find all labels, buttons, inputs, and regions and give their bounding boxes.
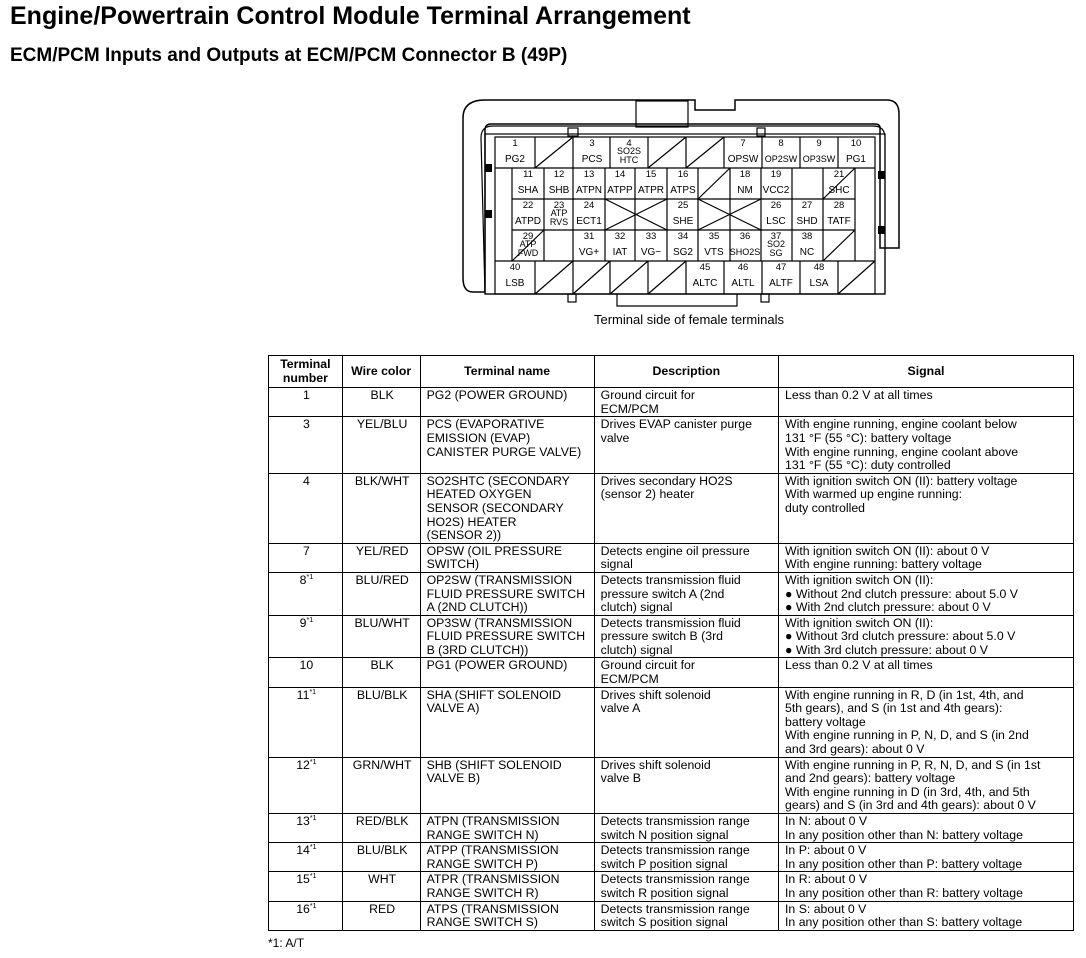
col-header-description: Description [594, 356, 778, 388]
connector-terminal-number: 4 [626, 138, 632, 149]
col-header-wire-color: Wire color [342, 356, 420, 388]
wire-color-cell: RED/BLK [342, 814, 420, 843]
connector-terminal-label: ALTL [731, 278, 755, 289]
signal-cell: With ignition switch ON (II): ● Without 3rd clutch pressure: about 5.0 V ● With 3rd clutch pressure: about 0 V [779, 615, 1074, 658]
table-header-row [269, 356, 1074, 388]
terminal-name-cell: SO2SHTC (SECONDARY HEATED OXYGEN SENSOR (SECONDARY HO2S) HEATER (SENSOR 2)) [420, 473, 594, 543]
connector-terminal-number: 48 [813, 262, 825, 273]
terminal-name-cell: PG1 (POWER GROUND) [420, 658, 594, 687]
connector-terminal-number: 34 [677, 231, 689, 242]
connector-terminal-label: NC [799, 247, 815, 258]
terminal-name-cell: PCS (EVAPORATIVE EMISSION (EVAP) CANISTER PURGE VALVE) [420, 417, 594, 473]
footnote-marker: *1 [306, 573, 314, 581]
terminal-name-cell: ATPN (TRANSMISSION RANGE SWITCH N) [420, 814, 594, 843]
connector-terminal-label: ATP FWD [517, 239, 539, 258]
terminal-number-cell: 10 [269, 658, 343, 687]
connector-terminal-number: 38 [801, 231, 813, 242]
connector-terminal-number: 27 [801, 200, 813, 211]
connector-terminal-label: ATPN [576, 185, 602, 196]
connector-terminal-label: SHO2S [729, 247, 761, 257]
connector-terminal-label: ATP RVS [549, 208, 569, 227]
table-row [269, 543, 1074, 572]
connector-terminal-label: NM [737, 185, 753, 196]
connector-terminal-number: 21 [833, 169, 845, 180]
connector-terminal-label: SHB [548, 185, 570, 196]
connector-terminal-number: 14 [614, 169, 626, 180]
connector-terminal-number: 45 [699, 262, 711, 273]
connector-terminal-label: ATPP [607, 185, 633, 196]
connector-terminal-number: 29 [522, 231, 534, 242]
connector-terminal-label: VTS [704, 247, 724, 258]
signal-cell: In P: about 0 V In any position other than P: battery voltage [779, 843, 1074, 872]
description-cell: Drives shift solenoid valve B [594, 757, 778, 813]
table-row [269, 757, 1074, 813]
wire-color-cell: WHT [342, 872, 420, 901]
wire-color-cell: YEL/BLU [342, 417, 420, 473]
page-subtitle: ECM/PCM Inputs and Outputs at ECM/PCM Connector B (49P) [10, 45, 568, 66]
connector-terminal-number: 28 [833, 200, 845, 211]
connector-terminal-number: 19 [770, 169, 782, 180]
terminal-name-cell: SHB (SHIFT SOLENOID VALVE B) [420, 757, 594, 813]
connector-terminal-number: 16 [677, 169, 689, 180]
connector-terminal-label: IAT [612, 247, 628, 258]
description-cell: Detects transmission range switch N position signal [594, 814, 778, 843]
terminal-name-cell: SHA (SHIFT SOLENOID VALVE A) [420, 687, 594, 757]
connector-terminal-number: 40 [509, 262, 521, 273]
connector-terminal-label: SHE [672, 216, 694, 227]
terminal-number-cell: 9$^{*1}$ [269, 615, 343, 658]
table-row [269, 687, 1074, 757]
connector-terminal-label: SO2 SG [766, 239, 786, 258]
terminal-table [268, 355, 1074, 931]
connector-terminal-label: SHA [517, 185, 539, 196]
signal-cell: With ignition switch ON (II): about 0 V With engine running: battery voltage [779, 543, 1074, 572]
footnote-marker: *1 [309, 902, 317, 910]
connector-terminal-number: 3 [589, 138, 595, 149]
terminal-number-cell: 3 [269, 417, 343, 473]
signal-cell: With engine running in P, R, N, D, and S (in 1st and 2nd gears): battery voltage With engine running in D (in 3rd, 4th, and 5th gears) and S (in 3rd and 4th gears): about 0 V [779, 757, 1074, 813]
signal-cell: With engine running, engine coolant below 131 °F (55 °C): battery voltage With engine running, engine coolant above 131 °F (55 °C): duty controlled [779, 417, 1074, 473]
terminal-number-cell: 8$^{*1}$ [269, 572, 343, 615]
signal-cell: With ignition switch ON (II): battery voltage With warmed up engine running: duty controlled [779, 473, 1074, 543]
footnote-marker: *1 [309, 873, 317, 881]
description-cell: Detects transmission range switch R position signal [594, 872, 778, 901]
signal-cell: In R: about 0 V In any position other than R: battery voltage [779, 872, 1074, 901]
footnote-marker: *1 [309, 844, 317, 852]
terminal-number-cell: 11$^{*1}$ [269, 687, 343, 757]
connector-terminal-number: 46 [737, 262, 749, 273]
connector-terminal-label: SG2 [672, 247, 694, 258]
connector-terminal-label: PG1 [845, 154, 867, 165]
connector-terminal-number: 32 [614, 231, 626, 242]
connector-terminal-label: SHD [796, 216, 818, 227]
table-row [269, 417, 1074, 473]
footnote-marker: *1 [309, 814, 317, 822]
table-row [269, 901, 1074, 930]
table-row [269, 615, 1074, 658]
terminal-name-cell: ATPR (TRANSMISSION RANGE SWITCH R) [420, 872, 594, 901]
connector-caption: Terminal side of female terminals [593, 312, 785, 327]
connector-terminal-label: VCC2 [762, 185, 790, 196]
wire-color-cell: BLU/BLK [342, 687, 420, 757]
terminal-number-cell: 15$^{*1}$ [269, 872, 343, 901]
wire-color-cell: BLU/RED [342, 572, 420, 615]
connector-terminal-label: ALTF [769, 278, 793, 289]
connector-terminal-label: ALTC [692, 278, 718, 289]
table-row [269, 814, 1074, 843]
terminal-name-cell: OP3SW (TRANSMISSION FLUID PRESSURE SWITCH B (3RD CLUTCH)) [420, 615, 594, 658]
terminal-number-cell: 7 [269, 543, 343, 572]
connector-terminal-label: OPSW [727, 154, 759, 165]
connector-terminal-number: 13 [583, 169, 595, 180]
connector-terminal-number: 9 [816, 138, 822, 149]
connector-terminal-number: 10 [850, 138, 862, 149]
signal-cell: With ignition switch ON (II): ● Without 2nd clutch pressure: about 5.0 V ● With 2nd clutch pressure: about 0 V [779, 572, 1074, 615]
signal-cell: With engine running in R, D (in 1st, 4th, and 5th gears), and S (in 1st and 4th gears): battery voltage With engine running in P, N, D, and S (in 2nd and 3rd gears): about 0 V [779, 687, 1074, 757]
footnote: *1: A/T [268, 936, 305, 950]
terminal-name-cell: ATPP (TRANSMISSION RANGE SWITCH P) [420, 843, 594, 872]
description-cell: Drives secondary HO2S (sensor 2) heater [594, 473, 778, 543]
description-cell: Detects engine oil pressure signal [594, 543, 778, 572]
connector-terminal-number: 35 [708, 231, 720, 242]
connector-terminal-label: LSA [809, 278, 829, 289]
connector-terminal-label: ATPD [515, 216, 541, 227]
table-row [269, 658, 1074, 687]
signal-cell: In S: about 0 V In any position other than S: battery voltage [779, 901, 1074, 930]
connector-terminal-number: 24 [583, 200, 595, 211]
footnote-marker: *1 [306, 616, 314, 624]
connector-terminal-label: ECT1 [576, 216, 602, 227]
connector-terminal-label: ATPR [638, 185, 664, 196]
terminal-name-cell: OPSW (OIL PRESSURE SWITCH) [420, 543, 594, 572]
terminal-number-cell: 1 [269, 388, 343, 417]
terminal-name-cell: ATPS (TRANSMISSION RANGE SWITCH S) [420, 901, 594, 930]
connector-terminal-number: 47 [775, 262, 787, 273]
connector-terminal-number: 25 [677, 200, 689, 211]
connector-diagram [455, 98, 923, 310]
connector-terminal-label: PG2 [504, 154, 526, 165]
terminal-name-cell: PG2 (POWER GROUND) [420, 388, 594, 417]
connector-terminal-label: PCS [581, 154, 603, 165]
table-row [269, 872, 1074, 901]
connector-terminal-label: VG+ [578, 247, 600, 258]
terminal-number-cell: 14$^{*1}$ [269, 843, 343, 872]
description-cell: Ground circuit for ECM/PCM [594, 388, 778, 417]
table-row [269, 388, 1074, 417]
wire-color-cell: YEL/RED [342, 543, 420, 572]
terminal-number-cell: 16$^{*1}$ [269, 901, 343, 930]
connector-terminal-number: 37 [770, 231, 782, 242]
connector-terminal-number: 22 [522, 200, 534, 211]
signal-cell: Less than 0.2 V at all times [779, 658, 1074, 687]
connector-terminal-label: OP3SW [802, 154, 836, 164]
footnote-marker: *1 [309, 758, 317, 766]
connector-terminal-label: VG− [640, 247, 662, 258]
table-row [269, 843, 1074, 872]
connector-terminal-label: SO2S HTC [616, 146, 642, 165]
connector-terminal-number: 36 [739, 231, 751, 242]
wire-color-cell: BLU/WHT [342, 615, 420, 658]
description-cell: Detects transmission fluid pressure switch B (3rd clutch) signal [594, 615, 778, 658]
col-header-terminal-number: Terminal number [269, 356, 343, 388]
connector-terminal-label: LSB [505, 278, 525, 289]
connector-terminal-number: 18 [739, 169, 751, 180]
wire-color-cell: BLK/WHT [342, 473, 420, 543]
table-row [269, 473, 1074, 543]
connector-terminal-number: 8 [778, 138, 784, 149]
connector-terminal-number: 33 [645, 231, 657, 242]
page-title: Engine/Powertrain Control Module Terminal Arrangement [10, 2, 691, 30]
description-cell: Detects transmission fluid pressure switch A (2nd clutch) signal [594, 572, 778, 615]
connector-terminal-number: 1 [512, 138, 518, 149]
terminal-name-cell: OP2SW (TRANSMISSION FLUID PRESSURE SWITCH A (2ND CLUTCH)) [420, 572, 594, 615]
connector-terminal-number: 23 [553, 200, 565, 211]
wire-color-cell: BLK [342, 658, 420, 687]
connector-terminal-number: 11 [523, 169, 533, 180]
footnote-marker: *1 [309, 688, 317, 696]
wire-color-cell: BLU/BLK [342, 843, 420, 872]
connector-terminal-label: LSC [766, 216, 786, 227]
signal-cell: In N: about 0 V In any position other than N: battery voltage [779, 814, 1074, 843]
description-cell: Ground circuit for ECM/PCM [594, 658, 778, 687]
connector-terminal-number: 7 [740, 138, 746, 149]
wire-color-cell: BLK [342, 388, 420, 417]
connector-terminal-number: 12 [553, 169, 565, 180]
description-cell: Drives shift solenoid valve A [594, 687, 778, 757]
col-header-terminal-name: Terminal name [420, 356, 594, 388]
connector-terminal-number: 26 [770, 200, 782, 211]
description-cell: Detects transmission range switch S position signal [594, 901, 778, 930]
description-cell: Detects transmission range switch P position signal [594, 843, 778, 872]
connector-terminal-number: 31 [583, 231, 595, 242]
wire-color-cell: GRN/WHT [342, 757, 420, 813]
connector-terminal-label: TATF [827, 216, 851, 227]
wire-color-cell: RED [342, 901, 420, 930]
connector-terminal-label: ATPS [670, 185, 696, 196]
terminal-number-cell: 4 [269, 473, 343, 543]
terminal-number-cell: 13$^{*1}$ [269, 814, 343, 843]
signal-cell: Less than 0.2 V at all times [779, 388, 1074, 417]
table-row [269, 572, 1074, 615]
connector-terminal-label: OP2SW [764, 154, 798, 164]
connector-terminal-label: SHC [828, 185, 850, 196]
terminal-number-cell: 12$^{*1}$ [269, 757, 343, 813]
description-cell: Drives EVAP canister purge valve [594, 417, 778, 473]
connector-terminal-number: 15 [645, 169, 657, 180]
col-header-signal: Signal [779, 356, 1074, 388]
